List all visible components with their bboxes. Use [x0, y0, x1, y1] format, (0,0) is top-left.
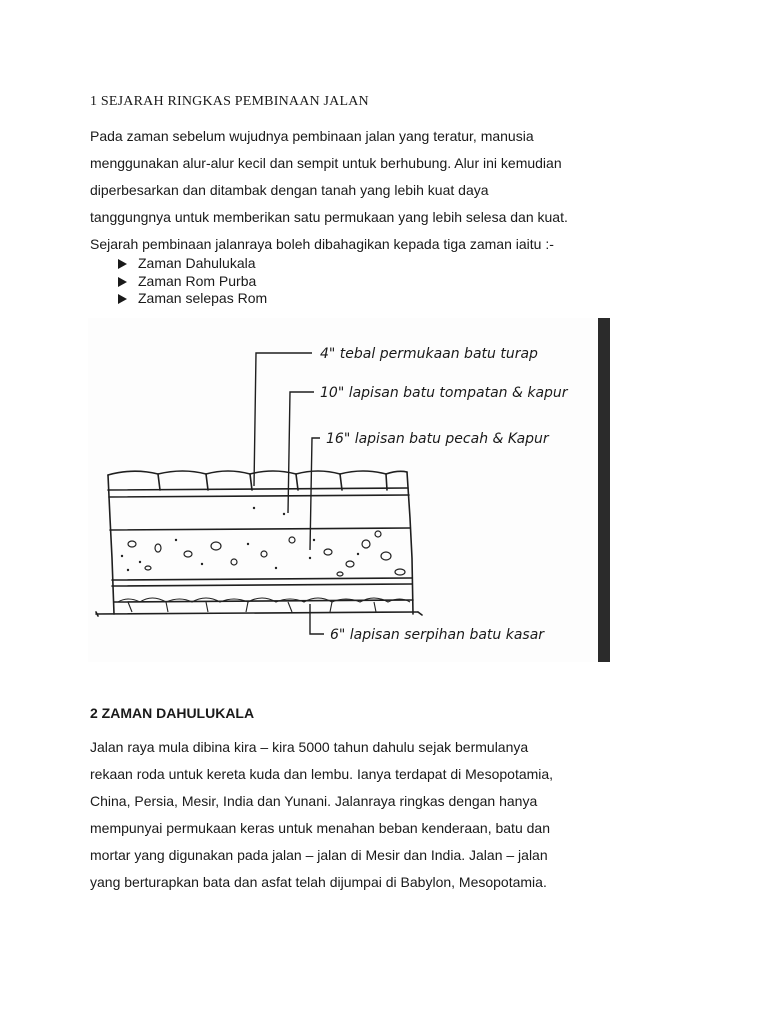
road-left-edge	[108, 475, 114, 614]
scan-edge	[598, 318, 610, 662]
road-cross-section-sketch	[88, 318, 610, 662]
layer-label-coarse-fragments: 6" lapisan serpihan batu kasar	[330, 627, 545, 643]
paragraph-line: Jalan raya mula dibina kira – kira 5000 tahun dahulu sejak bermulanya	[90, 739, 529, 755]
arrow-bullet-icon	[118, 277, 127, 287]
list-item	[118, 290, 267, 308]
paving-stones-top	[108, 471, 407, 475]
gravel-dots	[121, 507, 359, 571]
list-item-label: Zaman selepas Rom	[138, 290, 268, 306]
road-right-edge	[407, 472, 413, 614]
era-list	[118, 255, 267, 308]
layer-labels	[320, 346, 569, 643]
paragraph-line: mempunyai permukaan keras untuk menahan beban kenderaan, batu dan	[90, 820, 550, 836]
layer-label-surface: 4" tebal permukaan batu turap	[320, 346, 538, 362]
arrow-bullet-icon	[118, 259, 127, 269]
layer-label-broken-stone: 16" lapisan batu pecah & Kapur	[326, 431, 549, 447]
paragraph-line: mortar yang digunakan pada jalan – jalan di Mesir dan India. Jalan – jalan	[90, 847, 548, 863]
paragraph-line: diperbesarkan dan ditambak dengan tanah yang lebih kuat daya	[90, 182, 489, 198]
paragraph-line: rekaan roda untuk kereta kuda dan lembu. Ianya terdapat di Mesopotamia,	[90, 766, 554, 782]
road-layers-diagram	[88, 318, 610, 662]
layer-label-fill-stone: 10" lapisan batu tompatan & kapur	[320, 385, 568, 401]
pebbles	[128, 531, 405, 576]
section-2-paragraph	[90, 734, 650, 896]
section-1-heading: 1 SEJARAH RINGKAS PEMBINAAN JALAN	[90, 94, 369, 109]
arrow-bullet-icon	[118, 294, 127, 304]
base-line	[96, 612, 418, 614]
paragraph-line: yang berturapkan bata dan asfat telah dijumpai di Babylon, Mesopotamia.	[90, 874, 547, 890]
section-2-heading: 2 ZAMAN DAHULUKALA	[90, 705, 255, 721]
leader-lines	[254, 353, 324, 634]
paragraph-line: Pada zaman sebelum wujudnya pembinaan jalan yang teratur, manusia	[90, 128, 534, 144]
list-item	[118, 273, 267, 291]
paragraph-line: Sejarah pembinaan jalanraya boleh dibahagikan kepada tiga zaman iaitu :-	[90, 236, 554, 252]
list-item	[118, 255, 267, 273]
list-item-label: Zaman Rom Purba	[138, 272, 257, 289]
section-1-paragraph	[90, 123, 650, 255]
leader-line-2	[288, 392, 314, 513]
layer-line-6	[114, 600, 413, 602]
paragraph-line: China, Persia, Mesir, India dan Yunani. Jalanraya ringkas dengan hanya	[90, 793, 538, 809]
leader-line-1	[254, 353, 312, 486]
road-layers	[96, 471, 422, 616]
list-item-label: Zaman Dahulukala	[138, 255, 256, 271]
paragraph-line: tanggungnya untuk memberikan satu permukaan yang lebih selesa dan kuat.	[90, 209, 568, 225]
layer-line-4	[112, 578, 412, 580]
leader-line-4	[310, 604, 324, 634]
layer-line-5	[112, 584, 412, 586]
paragraph-line: menggunakan alur-alur kecil dan sempit untuk berhubung. Alur ini kemudian	[90, 155, 562, 171]
leader-line-3	[310, 438, 320, 550]
layer-line-1	[108, 488, 408, 490]
layer-line-2	[109, 495, 409, 497]
layer-line-3	[110, 528, 410, 530]
